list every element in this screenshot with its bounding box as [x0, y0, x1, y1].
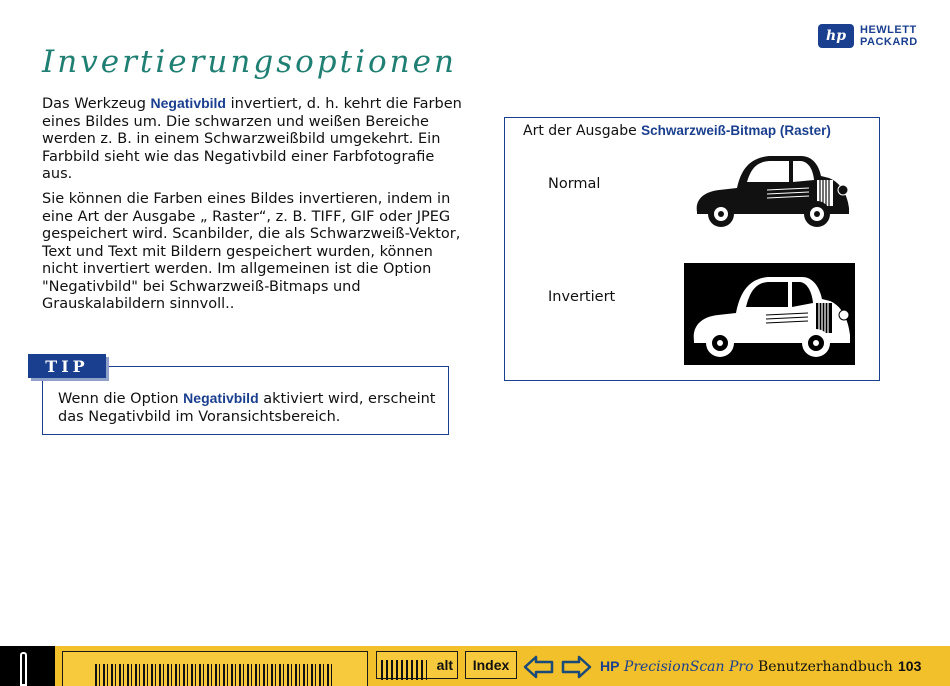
footer-product: PrecisionScan Pro [623, 659, 754, 675]
example-figure [504, 117, 880, 381]
tip-keyword-negativbild: Negativbild [183, 390, 259, 406]
figure-caption [523, 123, 831, 139]
car-inverted-image [684, 263, 855, 365]
arrow-left-icon[interactable] [523, 654, 555, 680]
index-button[interactable]: Index [465, 651, 517, 679]
tip-label: TIP [28, 354, 106, 378]
hp-logo-badge: hp [818, 24, 854, 48]
keyword-negativbild: Negativbild [150, 95, 226, 111]
footer-bar [0, 646, 950, 686]
tip-text-post: aktiviert wird, erscheint das Negativbild im Voransichtsbereich. [58, 391, 436, 425]
footer-hp: HP [600, 658, 620, 674]
hp-logo-line2: PACKARD [860, 36, 918, 48]
tip-text [58, 390, 443, 426]
paragraph-intro-post: invertiert, d. h. kehrt die Farben eines Bildes um. Die schwarzen und weißen Bereiche werden z. B. in einem Schwarzweißbild umgekehrt. Ein Farbbild sieht wie das Negativbild einer Farbfotografie aus. [42, 96, 462, 182]
hp-logo-text [860, 24, 918, 48]
footer-chapter-text-mark [95, 664, 335, 686]
paragraph-details: Sie können die Farben eines Bildes invertieren, indem in eine Art der Ausgabe „ Raster“, z. B. TIFF, GIF oder JPEG gespeichert wird. Scanbilder, die als Schwarzweiß-Vektor, Text und Text mit Bildern gespeichert wurden, können nicht invertiert werden. Im allgemeinen ist die Option "Negativbild" bei Schwarzweiß-Bitmaps und Grauskalabildern sinnvoll.. [42, 191, 461, 312]
tip-text-pre: Wenn die Option [58, 391, 184, 407]
footer-corner [0, 646, 55, 686]
footer-manual-title [600, 658, 893, 675]
hp-logo-line1: HEWLETT [860, 24, 917, 36]
paragraph-intro-pre: Das Werkzeug [42, 96, 151, 112]
page-number: 103 [898, 658, 922, 674]
page-title: Invertierungsoptionen [42, 44, 457, 80]
car-normal-image [689, 152, 855, 228]
contents-button[interactable] [376, 651, 458, 679]
footer-chapter-field[interactable] [62, 651, 368, 686]
label-normal: Normal [548, 176, 601, 192]
contents-button-label: alt [436, 657, 453, 673]
footer-corner-mark [20, 652, 27, 686]
hp-logo [818, 22, 938, 50]
footer-manual: Benutzerhandbuch [757, 659, 893, 675]
label-inverted: Invertiert [548, 289, 616, 305]
figure-caption-pre: Art der Ausgabe [523, 123, 642, 139]
contents-button-mark [381, 660, 427, 680]
figure-caption-keyword: Schwarzweiß-Bitmap (Raster) [641, 123, 831, 138]
arrow-right-icon[interactable] [560, 654, 592, 680]
paragraph-intro [42, 95, 462, 184]
